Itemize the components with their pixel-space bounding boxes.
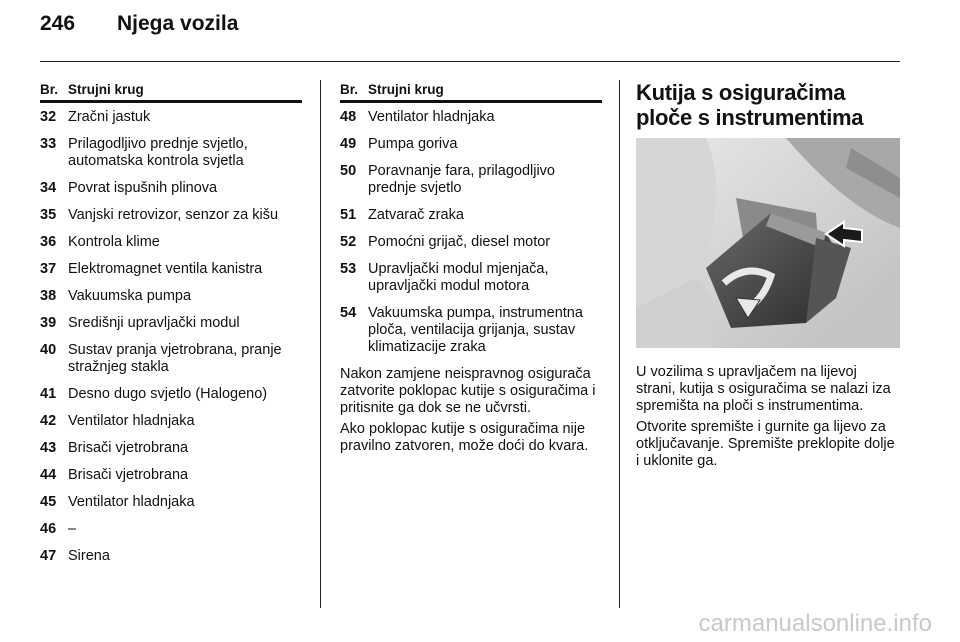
circuit-name: Poravnanje fara, prilagodljivo prednje svjetlo (368, 163, 555, 196)
table-row (40, 342, 302, 376)
circuit-name: Pumpa goriva (368, 136, 458, 152)
col-circuit-header: Strujni krug (68, 82, 144, 97)
table-row (340, 163, 602, 197)
table-row (40, 467, 302, 484)
fuse-number: 50 (340, 163, 357, 179)
table-row (40, 521, 302, 538)
fuse-number: 36 (40, 234, 57, 250)
circuit-name: Pomoćni grijač, diesel motor (368, 234, 551, 250)
table-row (40, 548, 302, 565)
fuse-number: 48 (340, 109, 357, 125)
fuse-number: 49 (340, 136, 357, 152)
paragraph: Nakon zamjene neispravnog osigurača zatvorite poklopac kutije s osiguračima i pritisnite ga dok se ne učvrsti. (340, 366, 596, 416)
circuit-name: Sirena (68, 548, 110, 564)
circuit-name: Vakuumska pumpa (68, 288, 192, 304)
column-divider (320, 80, 321, 608)
fuse-number: 54 (340, 305, 357, 321)
circuit-name: Ventilator hladnjaka (68, 413, 195, 429)
fuse-number: 34 (40, 180, 57, 196)
circuit-name: Brisači vjetrobrana (68, 440, 189, 456)
fuse-number: 38 (40, 288, 57, 304)
fuse-number: 37 (40, 261, 57, 277)
watermark: carmanualsonline.info (698, 610, 932, 637)
fuse-number: 46 (40, 521, 57, 537)
circuit-name: Zatvarač zraka (368, 207, 464, 223)
paragraph: Otvorite spremište i gurnite ga lijevo za otključavanje. Spremište preklopite dolje i uklonite ga. (636, 419, 895, 469)
table-row (40, 315, 302, 332)
table-row (40, 413, 302, 430)
paragraph: U vozilima s upravljačem na lijevoj strani, kutija s osiguračima se nalazi iza spremišta na ploči s instrumentima. (636, 364, 891, 414)
table-row (40, 109, 302, 126)
col-circuit-header: Strujni krug (368, 82, 444, 97)
fuse-number: 51 (340, 207, 357, 223)
fuse-number: 40 (40, 342, 57, 358)
table-header (340, 80, 602, 103)
table-row (40, 386, 302, 403)
column-divider (619, 80, 620, 608)
table-row (40, 234, 302, 251)
table-row (40, 494, 302, 511)
fuse-table-left (40, 80, 302, 575)
circuit-name: Središnji upravljački modul (68, 315, 240, 331)
fuse-number: 47 (40, 548, 57, 564)
circuit-name: Vanjski retrovizor, senzor za kišu (68, 207, 279, 223)
page-title: Njega vozila (117, 12, 239, 35)
circuit-name: Desno dugo svjetlo (Halogeno) (68, 386, 268, 402)
fuse-number: 43 (40, 440, 57, 456)
table-body (340, 109, 602, 356)
page-number: 246 (40, 12, 76, 35)
fuse-number: 44 (40, 467, 57, 483)
table-row (40, 207, 302, 224)
circuit-name: Sustav pranja vjetrobrana, pranje stražnjeg stakla (68, 342, 282, 375)
table-row (40, 180, 302, 197)
fusebox-cover-photo (636, 138, 900, 348)
circuit-name: Elektromagnet ventila kanistra (68, 261, 263, 277)
table-row (40, 288, 302, 305)
section-instrument-panel-fusebox (636, 80, 900, 474)
circuit-name: Prilagodljivo prednje svjetlo, automatska kontrola svjetla (68, 136, 248, 169)
circuit-name: – (68, 521, 77, 537)
fuse-number: 53 (340, 261, 357, 277)
col-number-header: Br. (340, 82, 359, 97)
table-body (40, 109, 302, 565)
paragraph: Ako poklopac kutije s osiguračima nije pravilno zatvoren, može doći do kvara. (340, 421, 589, 454)
table-row (340, 136, 602, 153)
circuit-name: Povrat ispušnih plinova (68, 180, 218, 196)
table-row (340, 234, 602, 251)
table-row (340, 305, 602, 356)
header-rule (40, 61, 900, 62)
fuse-number: 33 (40, 136, 57, 152)
table-row (40, 136, 302, 170)
fuse-number: 42 (40, 413, 57, 429)
fuse-number: 52 (340, 234, 357, 250)
table-row (340, 207, 602, 224)
table-row (40, 261, 302, 278)
fuse-number: 45 (40, 494, 57, 510)
table-row (340, 261, 602, 295)
table-header (40, 80, 302, 103)
fuse-number: 39 (40, 315, 57, 331)
fuse-table-right (340, 80, 602, 459)
fuse-number: 35 (40, 207, 57, 223)
circuit-name: Vakuumska pumpa, instrumentna ploča, ventilacija grijanja, sustav klimatizacije zraka (368, 305, 583, 355)
circuit-name: Brisači vjetrobrana (68, 467, 189, 483)
circuit-name: Zračni jastuk (68, 109, 151, 125)
circuit-name: Ventilator hladnjaka (368, 109, 495, 125)
col-number-header: Br. (40, 82, 59, 97)
fuse-number: 41 (40, 386, 57, 402)
table-row (340, 109, 602, 126)
section-title: Kutija s osiguračima ploče s instrumentima (636, 80, 864, 130)
circuit-name: Upravljački modul mjenjača, upravljački modul motora (368, 261, 549, 294)
circuit-name: Ventilator hladnjaka (68, 494, 195, 510)
fuse-number: 32 (40, 109, 57, 125)
circuit-name: Kontrola klime (68, 234, 160, 250)
table-row (40, 440, 302, 457)
instructions-text (340, 366, 602, 455)
